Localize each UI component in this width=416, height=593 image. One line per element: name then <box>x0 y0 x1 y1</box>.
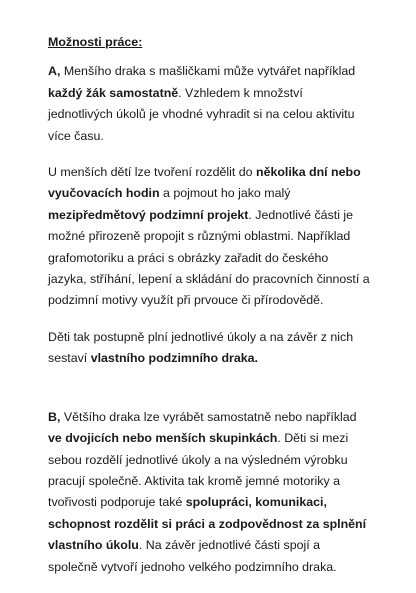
text-span: . Děti si mezi sebou rozdělí jednotlivé úkoly a na výsledném výrobku pracují společně. Aktivita tak kromě jemné motoriky a tvořivosti podporuje také <box>48 431 349 510</box>
document-body <box>48 32 370 593</box>
bold-phrase: vlastního podzimního draka. <box>90 351 258 366</box>
option-a-label: A, <box>48 64 61 79</box>
text-span: a pojmout ho jako malý <box>159 186 291 201</box>
bold-phrase: spolupráci, komunikaci, schopnost rozdělit si práci a zodpovědnost za splnění vlastního úkolu <box>48 495 367 553</box>
text-span: . Vzhledem k množství jednotlivých úkolů je vhodné vyhradit si na celou aktivitu více času. <box>48 85 355 143</box>
bold-phrase: ve dvojicích nebo menších skupinkách <box>48 431 278 446</box>
text-span: Většího draka lze vyrábět samostatně nebo například <box>60 409 357 424</box>
text-span: . Na závěr jednotlivé části spojí a společně vytvoří jednoho velkého podzimního draka. <box>48 538 337 574</box>
paragraph-summary <box>48 327 370 370</box>
text-span: U menších dětí lze tvoření rozdělit do <box>48 165 256 180</box>
text-span: . Jednotlivé části je možné přirozeně propojit s různými oblastmi. Například grafomotoriku a práci s obrázky zařadit do českého jazyka, stříhání, lepení a skládání do pracovních činností a podzimní motivy využít při prvouce či přírodovědě. <box>48 207 370 308</box>
text-span: Menšího draka s mašličkami může vytvářet například <box>60 64 356 79</box>
paragraph-option-b <box>48 407 370 578</box>
option-b-label: B, <box>48 409 61 424</box>
bold-phrase: každý žák samostatně <box>48 85 179 100</box>
paragraph-younger-children <box>48 162 370 312</box>
paragraph-option-a <box>48 61 370 147</box>
bold-phrase: několika dní nebo vyučovacích hodin <box>48 165 361 201</box>
bold-phrase: mezipředmětový podzimní projekt <box>48 207 249 222</box>
section-heading: Možnosti práce: <box>48 35 143 49</box>
text-span: Děti tak postupně plní jednotlivé úkoly a na závěr z nich sestaví <box>48 329 354 366</box>
